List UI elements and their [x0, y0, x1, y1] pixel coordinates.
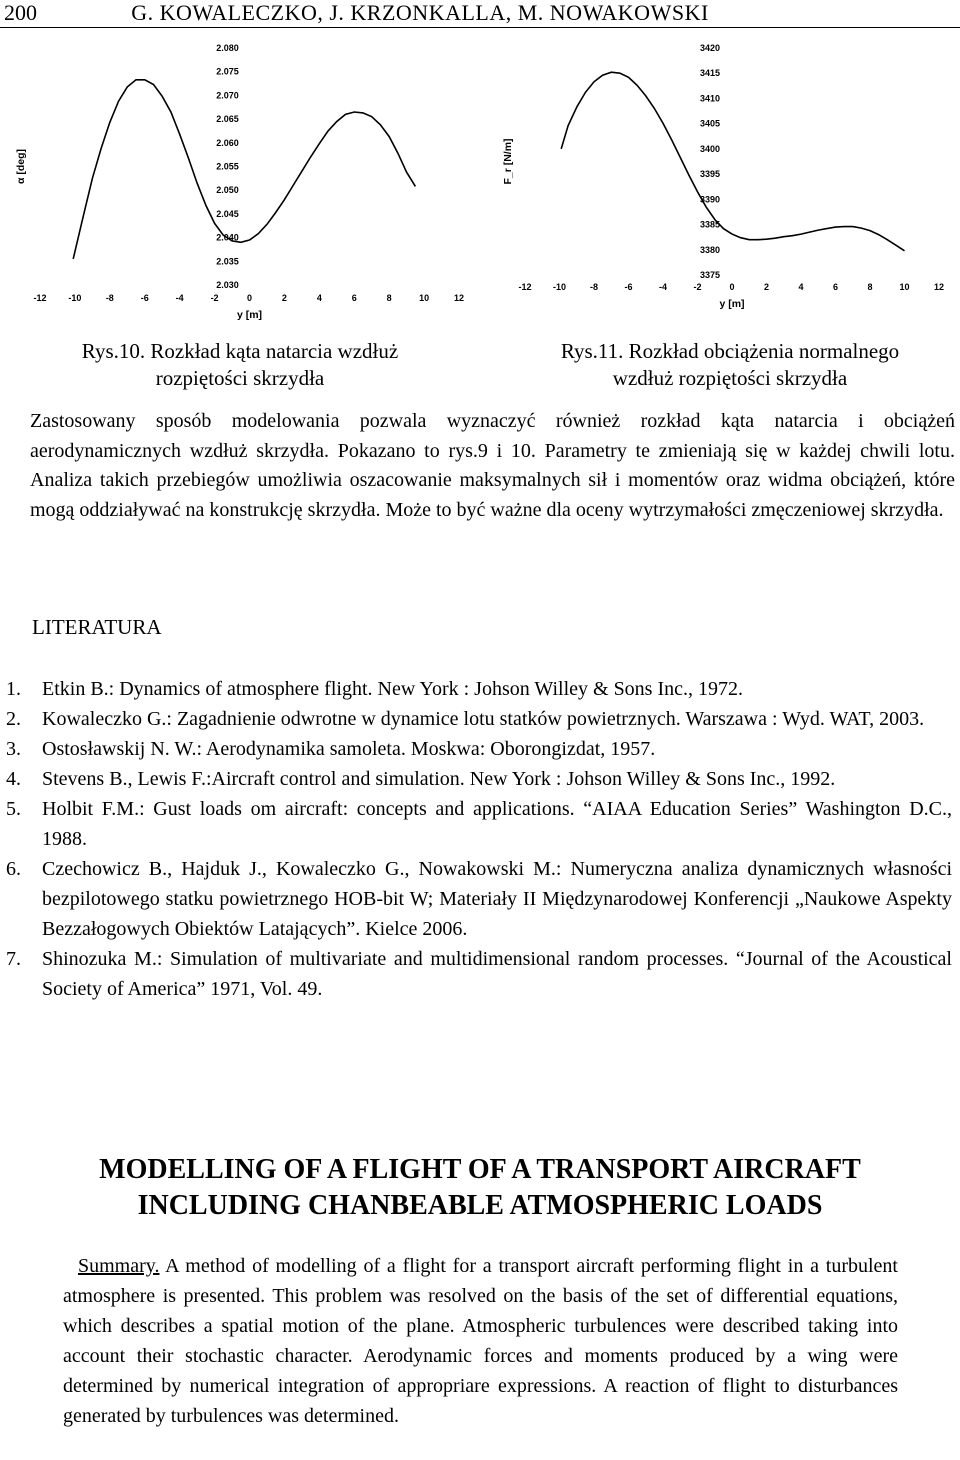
reference-text: Czechowicz B., Hajduk J., Kowaleczko G., Nowakowski M.: Numeryczna analiza dynamicznych własności bezpilotowego statku powietrznego HOB-bit W; Materiały II Międzynarodowej Konferencji „Naukowe Aspekty Bezzałogowych Obiektów Latających”. Kielce 2006.	[42, 858, 952, 940]
y-tick-label: 3405	[699, 118, 721, 129]
x-tick-label: -10	[68, 293, 82, 303]
y-tick-label: 3390	[699, 194, 721, 205]
running-authors: G. KOWALECZKO, J. KRZONKALLA, M. NOWAKOWSKI	[131, 0, 709, 25]
y-tick-label: 2.045	[216, 208, 239, 219]
x-tick-label: -12	[518, 282, 532, 292]
reference-number: 4.	[6, 768, 21, 790]
figure-10-chart	[0, 35, 480, 330]
english-title-line1: MODELLING OF A FLIGHT OF A TRANSPORT AIRCRAFT	[99, 1154, 861, 1185]
page-number: 200	[4, 0, 37, 25]
literature-heading: LITERATURA	[32, 615, 162, 639]
x-axis-label: y [m]	[236, 309, 263, 321]
summary-text: A method of modelling of a flight for a transport aircraft performing flight in a turbulent atmosphere is presented. This problem was resolved on the basis of the set of differential equations, which describes a spatial motion of the plane. Atmospheric turbulences were described taking into account their stochastic character. Aerodynamic forces and moments produced by a wing were determined by numerical integration of appropriare expressions. A reaction of flight to disturbances generated by turbulences was determined.	[63, 1255, 898, 1427]
x-tick-label: 8	[867, 282, 873, 292]
x-tick-label: 6	[832, 282, 839, 292]
page-header	[0, 0, 960, 30]
reference-item	[0, 764, 952, 794]
y-tick-label: 2.060	[216, 137, 239, 148]
x-tick-label: 2	[763, 282, 770, 292]
y-tick-label: 3375	[699, 270, 721, 280]
reference-list	[0, 674, 952, 1004]
y-tick-label: 2.075	[216, 66, 239, 77]
body-paragraph: Zastosowany sposób modelowania pozwala wyznaczyć również rozkład kąta natarcia i obciążeń aerodynamicznych wzdłuż skrzydła. Pokazano to rys.9 i 10. Parametry te zmieniają się w każdej chwili lotu. Analiza takich przebiegów umożliwia oszacowanie maksymalnych sił i momentów oraz widma obciążeń, które mogą oddziaływać na konstrukcję skrzydła. Może to być ważne dla oceny wytrzymałości zmęczeniowej skrzydła.	[30, 410, 955, 521]
reference-number: 5.	[6, 798, 21, 820]
english-title	[30, 1152, 930, 1224]
y-tick-label: 3415	[699, 68, 721, 79]
reference-text: Shinozuka M.: Simulation of multivariate and multidimensional random processes. “Journal of the Acoustical Society of America” 1971, Vol. 49.	[42, 948, 952, 1000]
data-series-line	[73, 80, 415, 259]
figure-10-caption-line1: Rys.10. Rozkład kąta natarcia wzdłuż	[81, 339, 399, 363]
reference-text: Kowaleczko G.: Zagadnienie odwrotne w dynamice lotu statków powietrznych. Warszawa : Wyd. WAT, 2003.	[42, 708, 925, 730]
reference-text: Ostosławskij N. W.: Aerodynamika samoleta. Moskwa: Oborongizdat, 1957.	[42, 738, 656, 760]
y-tick-label: 2.040	[216, 232, 239, 243]
x-tick-label: -6	[140, 293, 149, 303]
y-tick-label: 2.030	[216, 280, 239, 290]
x-tick-label: 6	[351, 293, 357, 303]
y-tick-label: 2.080	[216, 43, 239, 53]
reference-text: Etkin B.: Dynamics of atmosphere flight. New York : Johson Willey & Sons Inc., 1972.	[42, 678, 744, 700]
y-tick-label: 3410	[699, 93, 721, 104]
x-tick-label: -8	[105, 293, 114, 303]
figure-10-caption	[40, 338, 440, 392]
reference-number: 6.	[6, 858, 21, 880]
english-title-line2: INCLUDING CHANBEABLE ATMOSPHERIC LOADS	[137, 1190, 823, 1221]
y-tick-label: 2.065	[216, 114, 239, 125]
figure-11-caption	[510, 338, 950, 392]
summary-paragraph	[63, 1251, 898, 1431]
reference-item	[0, 734, 952, 764]
x-tick-label: -4	[175, 293, 184, 303]
x-tick-label: -10	[552, 282, 567, 292]
reference-number: 3.	[6, 738, 21, 760]
reference-item	[0, 704, 952, 734]
figure-10-caption-line2: rozpiętości skrzydła	[155, 366, 325, 390]
reference-number: 1.	[6, 678, 21, 700]
x-tick-label: -2	[693, 282, 702, 292]
y-tick-label: 2.070	[216, 90, 239, 101]
reference-item	[0, 794, 952, 854]
x-tick-label: -8	[589, 282, 599, 292]
x-tick-label: -4	[658, 282, 668, 292]
y-tick-label: 3420	[699, 43, 721, 53]
y-tick-label: 3395	[699, 169, 721, 180]
x-tick-label: 12	[453, 293, 465, 303]
y-axis-label: F_r [N/m]	[502, 138, 514, 185]
reference-text: Stevens B., Lewis F.:Aircraft control and simulation. New York : Johson Willey & Sons Inc., 1992.	[42, 768, 836, 790]
reference-item	[0, 674, 952, 704]
x-tick-label: 0	[729, 282, 735, 292]
x-tick-label: 10	[419, 293, 430, 303]
x-tick-label: -6	[624, 282, 633, 292]
figure-11-caption-line2: wzdłuż rozpiętości skrzydła	[612, 366, 848, 390]
y-axis-label: α [deg]	[15, 148, 27, 185]
header-rule	[0, 27, 960, 28]
reference-text: Holbit F.M.: Gust loads om aircraft: concepts and applications. “AIAA Education Series” Washington D.C., 1988.	[42, 798, 952, 850]
y-tick-label: 2.035	[216, 256, 239, 267]
y-tick-label: 2.050	[216, 185, 239, 196]
figure-11-chart	[490, 35, 960, 330]
data-series-line	[561, 72, 904, 251]
y-tick-label: 3380	[699, 244, 721, 255]
x-tick-label: 4	[798, 282, 804, 292]
y-tick-label: 3400	[699, 143, 721, 154]
figure-11-caption-line1: Rys.11. Rozkład obciążenia normalnego	[560, 339, 900, 363]
x-tick-label: 8	[386, 293, 392, 303]
reference-number: 2.	[6, 708, 21, 730]
x-tick-label: 10	[899, 282, 910, 292]
x-tick-label: -12	[33, 293, 47, 303]
y-tick-label: 2.055	[216, 161, 239, 172]
x-axis-label: y [m]	[719, 298, 745, 310]
x-tick-label: 4	[316, 293, 322, 303]
x-tick-label: -2	[210, 293, 219, 303]
y-tick-label: 3385	[699, 219, 721, 230]
summary-heading: Summary.	[78, 1255, 160, 1277]
reference-item	[0, 944, 952, 1004]
x-tick-label: 0	[246, 293, 253, 303]
reference-number: 7.	[6, 948, 21, 970]
x-tick-label: 12	[933, 282, 945, 292]
reference-item	[0, 854, 952, 944]
x-tick-label: 2	[281, 293, 287, 303]
